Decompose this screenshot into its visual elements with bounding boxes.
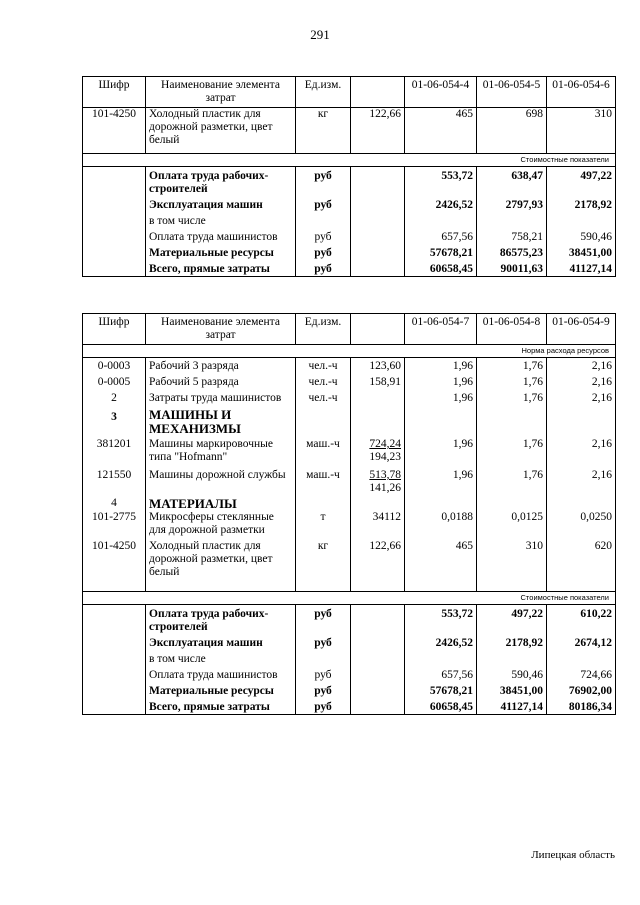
summary-row [83, 682, 616, 698]
row-value-2: 1,76 [477, 358, 547, 374]
summary-value-2: 41127,14 [477, 698, 547, 715]
summary-name: Всего, прямые затраты [146, 698, 296, 715]
row-unit: кг [296, 537, 351, 591]
summary-row [83, 260, 616, 277]
summary-value-3: 38451,00 [547, 244, 616, 260]
header-col-3: 01-06-054-6 [547, 77, 616, 108]
norm-label: Норма расхода ресурсов [83, 345, 616, 358]
summary-unit: руб [296, 698, 351, 715]
row-price: 122,66 [351, 537, 405, 591]
header-name: Наименование элемента затрат [146, 314, 296, 345]
header-unit: Ед.изм. [296, 77, 351, 108]
summary-value-3: 2178,92 [547, 196, 616, 228]
summary-value-1: 57678,21 [405, 682, 477, 698]
summary-value-1: 2426,52 [405, 196, 477, 228]
summary-value-1: 60658,45 [405, 698, 477, 715]
summary-name: Эксплуатация машин [149, 636, 263, 649]
row-unit: чел.-ч [296, 373, 351, 389]
row-unit: т [296, 511, 351, 537]
summary-value-1: 553,72 [405, 604, 477, 634]
summary-name: Оплата труда рабочих-строителей [146, 604, 296, 634]
cost-table-2 [82, 313, 616, 715]
summary-value-3: 76902,00 [547, 682, 616, 698]
row-price-secondary: 141,26 [369, 482, 401, 494]
row-value-1: 465 [405, 108, 477, 154]
footer-region: Липецкая область [531, 849, 615, 861]
table-header-row [83, 314, 616, 345]
summary-name: Оплата труда рабочих-строителей [146, 167, 296, 197]
summary-unit: руб [296, 244, 351, 260]
table-row [83, 511, 616, 537]
summary-value-1: 553,72 [405, 167, 477, 197]
row-price-secondary: 194,23 [369, 451, 401, 463]
row-value-3: 2,16 [547, 464, 616, 495]
summary-note: в том числе [149, 215, 206, 227]
row-value-1: 1,96 [405, 436, 477, 464]
row-value-2: 0,0125 [477, 511, 547, 537]
row-value-1: 0,0188 [405, 511, 477, 537]
summary-row [83, 196, 616, 228]
summary-unit: руб [296, 228, 351, 244]
row-unit: кг [296, 108, 351, 154]
row-price [351, 389, 405, 405]
summary-value-2: 2797,93 [477, 196, 547, 228]
summary-value-3: 497,22 [547, 167, 616, 197]
summary-unit: руб [296, 682, 351, 698]
row-value-3: 620 [547, 537, 616, 591]
header-code: Шифр [83, 77, 146, 108]
row-code: 4 [83, 495, 146, 511]
row-code: 0-0005 [83, 373, 146, 389]
row-value-2: 698 [477, 108, 547, 154]
summary-row [83, 167, 616, 197]
row-code: 381201 [83, 436, 146, 464]
summary-row [83, 604, 616, 634]
row-name: Микросферы стеклянные для дорожной разметки [146, 511, 296, 537]
row-value-3: 2,16 [547, 373, 616, 389]
row-price: 34112 [351, 511, 405, 537]
row-code: 2 [83, 389, 146, 405]
row-price: 123,60 [351, 358, 405, 374]
row-value-1: 465 [405, 537, 477, 591]
summary-unit: руб [296, 167, 351, 197]
summary-unit: руб [296, 260, 351, 277]
row-price: 724,24 [369, 438, 401, 450]
row-code: 101-2775 [83, 511, 146, 537]
row-code: 101-4250 [83, 537, 146, 591]
row-price: 158,91 [351, 373, 405, 389]
summary-unit: руб [296, 196, 351, 228]
row-name: Машины дорожной службы [146, 464, 296, 495]
summary-value-3: 610,22 [547, 604, 616, 634]
summary-value-1: 57678,21 [405, 244, 477, 260]
row-value-2: 1,76 [477, 389, 547, 405]
row-unit: чел.-ч [296, 358, 351, 374]
summary-value-2: 90011,63 [477, 260, 547, 277]
summary-row [83, 666, 616, 682]
row-value-2: 1,76 [477, 373, 547, 389]
summary-row [83, 634, 616, 666]
section-header-row [83, 405, 616, 436]
table-row [83, 436, 616, 464]
summary-name: Материальные ресурсы [146, 244, 296, 260]
section-band [83, 154, 616, 167]
row-value-1: 1,96 [405, 464, 477, 495]
summary-value-2: 497,22 [477, 604, 547, 634]
row-value-2: 310 [477, 537, 547, 591]
summary-value-2: 758,21 [477, 228, 547, 244]
summary-value-3: 590,46 [547, 228, 616, 244]
row-code: 0-0003 [83, 358, 146, 374]
summary-value-2: 590,46 [477, 666, 547, 682]
row-name: МАТЕРИАЛЫ [146, 495, 296, 511]
row-name: Рабочий 3 разряда [146, 358, 296, 374]
table-row [83, 358, 616, 374]
summary-name: Всего, прямые затраты [146, 260, 296, 277]
row-name: Рабочий 5 разряда [146, 373, 296, 389]
row-value-3: 0,0250 [547, 511, 616, 537]
row-code: 101-4250 [83, 108, 146, 154]
summary-unit: руб [296, 604, 351, 634]
header-col-1: 01-06-054-4 [405, 77, 477, 108]
row-name: Машины маркировочные типа "Hofmann" [146, 436, 296, 464]
section-header-row [83, 495, 616, 511]
header-code: Шифр [83, 314, 146, 345]
summary-value-1: 60658,45 [405, 260, 477, 277]
row-value-1: 1,96 [405, 358, 477, 374]
summary-row [83, 698, 616, 715]
summary-value-3: 2674,12 [547, 634, 616, 666]
summary-unit: руб [296, 634, 351, 666]
row-value-2: 1,76 [477, 464, 547, 495]
header-col-2: 01-06-054-5 [477, 77, 547, 108]
table-row [83, 389, 616, 405]
section-label: Стоимостные показатели [83, 154, 616, 167]
summary-name: Материальные ресурсы [146, 682, 296, 698]
summary-name: Оплата труда машинистов [146, 228, 296, 244]
table-row [83, 464, 616, 495]
header-price [351, 77, 405, 108]
header-price [351, 314, 405, 345]
page-number: 291 [310, 27, 330, 42]
row-name: Холодный пластик для дорожной разметки, цвет белый [146, 108, 296, 154]
summary-unit: руб [296, 666, 351, 682]
header-col-1: 01-06-054-7 [405, 314, 477, 345]
header-col-2: 01-06-054-8 [477, 314, 547, 345]
summary-value-2: 638,47 [477, 167, 547, 197]
row-value-2: 1,76 [477, 436, 547, 464]
header-col-3: 01-06-054-9 [547, 314, 616, 345]
summary-value-3: 724,66 [547, 666, 616, 682]
summary-value-1: 657,56 [405, 228, 477, 244]
row-value-1: 1,96 [405, 389, 477, 405]
row-name: Затраты труда машинистов [146, 389, 296, 405]
summary-note: в том числе [149, 652, 206, 665]
row-price: 513,78 [369, 469, 401, 481]
summary-value-1: 2426,52 [405, 634, 477, 666]
table-row [83, 373, 616, 389]
row-name: Холодный пластик для дорожной разметки, цвет белый [146, 537, 296, 591]
row-value-1: 1,96 [405, 373, 477, 389]
norm-band [83, 345, 616, 358]
summary-row [83, 228, 616, 244]
row-code: 121550 [83, 464, 146, 495]
table-row [83, 537, 616, 591]
row-unit: маш.-ч [296, 464, 351, 495]
table-header-row [83, 77, 616, 108]
summary-value-2: 86575,23 [477, 244, 547, 260]
cost-table-1 [82, 76, 616, 277]
row-value-3: 2,16 [547, 389, 616, 405]
row-value-3: 310 [547, 108, 616, 154]
summary-value-3: 80186,34 [547, 698, 616, 715]
row-unit: чел.-ч [296, 389, 351, 405]
summary-name: Оплата труда машинистов [146, 666, 296, 682]
row-unit: маш.-ч [296, 436, 351, 464]
row-code: 3 [83, 405, 146, 436]
header-unit: Ед.изм. [296, 314, 351, 345]
section-label: Стоимостные показатели [83, 591, 616, 604]
row-price: 122,66 [351, 108, 405, 154]
row-value-3: 2,16 [547, 436, 616, 464]
table-row [83, 108, 616, 154]
row-value-3: 2,16 [547, 358, 616, 374]
row-name: МАШИНЫ И МЕХАНИЗМЫ [146, 405, 296, 436]
summary-value-1: 657,56 [405, 666, 477, 682]
summary-name: Эксплуатация машин [149, 199, 263, 211]
header-name: Наименование элемента затрат [146, 77, 296, 108]
summary-value-3: 41127,14 [547, 260, 616, 277]
summary-value-2: 38451,00 [477, 682, 547, 698]
summary-row [83, 244, 616, 260]
summary-value-2: 2178,92 [477, 634, 547, 666]
section-band [83, 591, 616, 604]
